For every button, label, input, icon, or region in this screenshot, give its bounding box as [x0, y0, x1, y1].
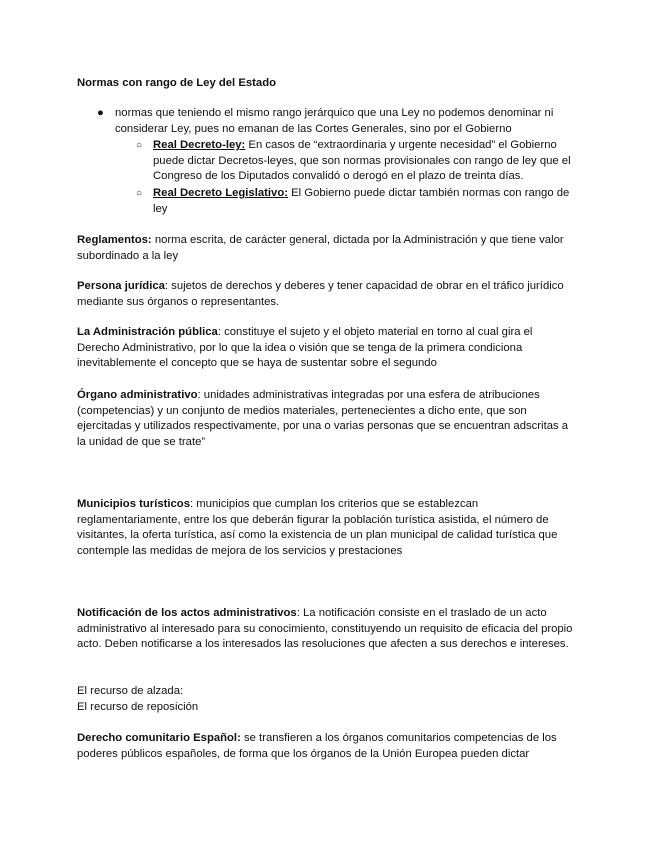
definition-text: : municipios que cumplan los criterios que se establezcan reglamentariamente, entre los que deberán figurar la población turística asistida, el número de visitantes, la oferta turística, así como la existencia de un plan municipal de calidad turística que contemple las medidas de mejora de los servicios y prestaciones: [77, 498, 558, 557]
term-real-decreto-ley: Real Decreto-ley:: [153, 139, 246, 151]
term: Órgano administrativo: [77, 389, 198, 401]
definition-text: se transfieren a los órganos comunitarios competencias de los poderes públicos españoles, de forma que los órganos de la Unión Europea pueden dictar: [77, 732, 557, 760]
definition-text: : sujetos de derechos y deberes y tener capacidad de obrar en el tráfico jurídico mediante sus órganos o representantes.: [77, 280, 564, 308]
definition-text: El Gobierno puede dictar también normas con rango de ley: [153, 187, 570, 215]
recurso-reposicion: El recurso de reposición: [77, 701, 199, 713]
paragraph-administracion-publica: [77, 325, 577, 372]
sub-list-item: [136, 186, 578, 217]
paragraph-reglamentos: [77, 233, 577, 264]
term-real-decreto-legislativo: Real Decreto Legislativo: [153, 187, 285, 199]
list-item: [97, 106, 580, 137]
definition-text: : constituye el sujeto y el objeto material en torno al cual gira el Derecho Administrativo, por lo que la idea o visión que se tenga de la primera condiciona inevitablemente el concepto que se haya de sustentar sobre el segundo: [77, 326, 533, 370]
section-heading: Normas con rango de Ley del Estado: [77, 77, 276, 89]
definition-text: norma escrita, de carácter general, dictada por la Administración y que tiene valor subordinado a la ley: [77, 234, 564, 262]
circle-bullet-icon: ○: [136, 140, 143, 151]
term-colon: :: [284, 187, 288, 199]
paragraph-persona-juridica: [77, 279, 577, 310]
definition-text: : unidades administrativas integradas por una esfera de atribuciones (competencias) y un conjunto de medios materiales, pertenecientes a dicho ente, que son ejercitadas y utilizados respectivamente, por una o varias personas que se encuentran adscritas a la unidad de que se trate”: [77, 389, 569, 448]
paragraph-derecho-comunitario: [77, 731, 577, 762]
term: Notificación de los actos administrativos: [77, 607, 297, 619]
sub-list-item: [136, 138, 578, 185]
term: Reglamentos:: [77, 234, 152, 246]
paragraph-notificacion: [77, 606, 577, 653]
paragraph-organo-administrativo: [77, 388, 577, 450]
definition-text: En casos de “extraordinaria y urgente necesidad” el Gobierno puede dictar Decretos-leyes, que son normas provisionales con rango de ley que el Congreso de los Diputados convalidó o derogó en el plazo de treinta días.: [153, 139, 571, 183]
term: Derecho comunitario Español:: [77, 732, 241, 744]
list-item-text: normas que teniendo el mismo rango jerárquico que una Ley no podemos denominar ni considerar Ley, pues no emanan de las Cortes Generales, sino por el Gobierno: [115, 107, 554, 135]
term: La Administración pública: [77, 326, 218, 338]
paragraph-municipios-turisticos: [77, 497, 577, 559]
term: Municipios turísticos: [77, 498, 190, 510]
term: Persona jurídica: [77, 280, 165, 292]
definition-text: : La notificación consiste en el traslado de un acto administrativo al interesado para su conocimiento, constituyendo un requisito de eficacia del propio acto. Deben notificarse a los interesados las resoluciones que afecten a sus derechos e intereses.: [77, 607, 573, 651]
recurso-alzada: El recurso de alzada:: [77, 685, 184, 697]
bullet-icon: ●: [97, 107, 104, 119]
circle-bullet-icon: ○: [136, 188, 143, 199]
